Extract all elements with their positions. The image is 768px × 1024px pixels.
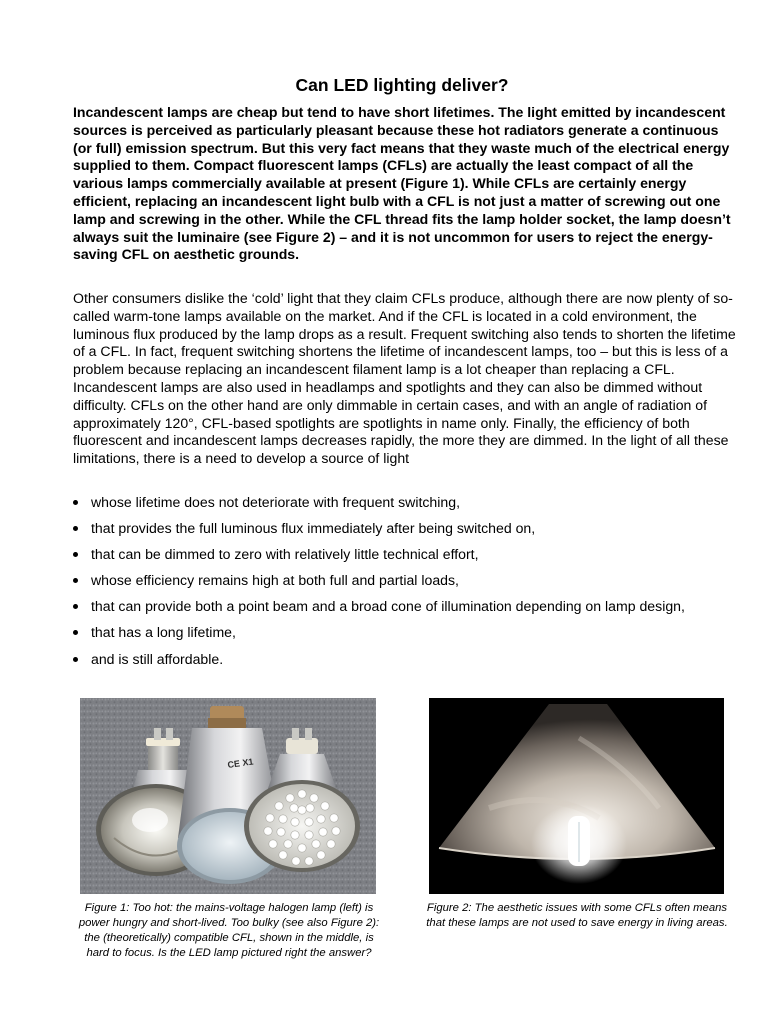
list-item-text: whose lifetime does not deteriorate with frequent switching,: [91, 494, 460, 510]
list-item-text: that can provide both a point beam and a broad cone of illumination depending on lamp design,: [91, 598, 685, 615]
list-item: [73, 651, 741, 669]
figure-1-lamps-photo: [80, 698, 376, 894]
article-title: Can LED lighting deliver?: [295, 75, 509, 95]
list-item: [73, 546, 741, 564]
list-item: [73, 598, 741, 616]
list-item: [73, 624, 741, 642]
requirements-list: [73, 494, 741, 677]
bullet-icon: [73, 630, 78, 635]
lamp-marking-text: CE X1: [226, 756, 255, 770]
bullet-icon: [73, 500, 78, 505]
bullet-icon: [73, 578, 78, 583]
figure-2-caption: Figure 2: The aesthetic issues with some CFLs often means that these lamps are not used to save energy in living areas.: [426, 902, 728, 929]
bullet-icon: [73, 526, 78, 531]
list-item-text: that provides the full luminous flux immediately after being switched on,: [91, 520, 536, 537]
list-item-text: that has a long lifetime,: [91, 624, 236, 641]
bullet-icon: [73, 604, 78, 609]
body-paragraph: Other consumers dislike the ‘cold’ light that they claim CFLs produce, although there are now plenty of so-called warm-tone lamps available on the market. And if the CFL is located in a cold environment, the luminous flux produced by the lamp drops as a result. Frequent switching also tends to shorten the lifetime of a CFL. In fact, frequent switching shortens the lifetime of incandescent lamps, too – but this is less of a problem because replacing an incandescent filament lamp is a lot cheaper than replacing a CFL. Incandescent lamps are also used in headlamps and spotlights and they can also be dimmed without difficulty. CFLs on the other hand are only dimmable in certain cases, and with an angle of radiation of approximately 120°, CFL-based spotlights are spotlights in name only. Finally, the efficiency of both fluorescent and incandescent lamps decreases rapidly, the more they are dimmed. In the light of all these limitations, there is a need to develop a source of light: [73, 290, 736, 467]
intro-paragraph: Incandescent lamps are cheap but tend to have short lifetimes. The light emitted by incandescent sources is perceived as particularly pleasant because these hot radiators generate a continuous (or full) emission spectrum. But this very fact means that they waste much of the electrical energy supplied to them. Compact fluorescent lamps (CFLs) are actually the least compact of all the various lamps commercially available at present (Figure 1). While CFLs are certainly energy efficient, replacing an incandescent light bulb with a CFL is not just a matter of screwing out one lamp and screwing in the other. While the CFL thread fits the lamp holder socket, the lamp doesn’t always suit the luminaire (see Figure 2) – and it is not uncommon for users to reject the energy-saving CFL on aesthetic grounds.: [73, 104, 731, 263]
list-item-text: whose efficiency remains high at both full and partial loads,: [91, 572, 459, 589]
figure-1-caption: Figure 1: Too hot: the mains-voltage halogen lamp (left) is power hungry and short-lived. Too bulky (see also Figure 2): the (theoretically) compatible CFL, shown in the middle, is hard to focus. Is the LED lamp pictured right the answer?: [78, 902, 380, 959]
list-item-text: and is still affordable.: [91, 650, 224, 667]
bullet-icon: [73, 552, 78, 557]
figure-2-lampshade-photo: [429, 698, 724, 894]
list-item: [73, 494, 741, 512]
bullet-icon: [73, 657, 78, 662]
list-item: [73, 572, 741, 590]
list-item-text: that can be dimmed to zero with relatively little technical effort,: [91, 546, 479, 563]
list-item: [73, 520, 741, 538]
